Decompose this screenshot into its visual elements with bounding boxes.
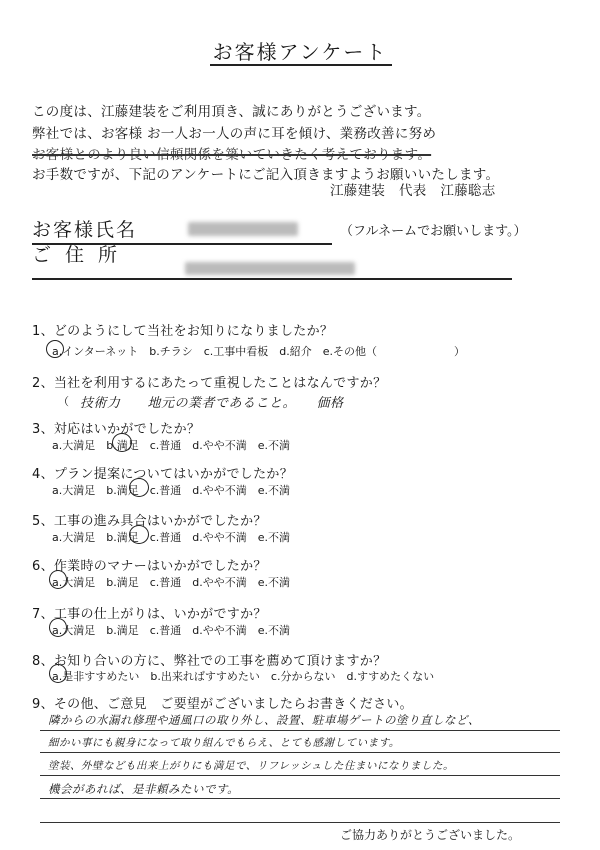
comment-line-1 xyxy=(40,730,560,731)
comment-text-4: 機会があれば、是非頼みたいです。 xyxy=(48,782,240,796)
address-underline xyxy=(32,278,512,280)
comment-line-3 xyxy=(40,775,560,776)
question-6: 6、作業時のマナーはいかがでしたか？ xyxy=(32,559,267,574)
answer-circle-q8 xyxy=(49,664,67,683)
comment-line-4 xyxy=(40,798,560,799)
redacted-address xyxy=(185,262,355,275)
answer-circle-q1 xyxy=(46,340,64,358)
intro-line-3: お客様とのより良い信頼関係を築いていきたく考えております。 xyxy=(32,147,432,163)
comment-line-2 xyxy=(40,752,560,753)
redacted-name xyxy=(188,222,298,236)
intro-line-1: この度は、江藤建装をご利用頂き、誠にありがとうございます。 xyxy=(32,104,431,120)
question-4-options: a.大満足 b.満足 c.普通 d.やや不満 e.不満 xyxy=(52,484,291,497)
answer-circle-q7 xyxy=(49,618,67,637)
comment-text-2: 細かい事にも親身になって取り組んでもらえ、とても感謝しています。 xyxy=(48,737,400,749)
question-7-options: a.大満足 b.満足 c.普通 d.やや不満 e.不満 xyxy=(52,624,291,637)
comment-text-3: 塗装、外壁なども出来上がりにも満足で、リフレッシュした住まいになりました。 xyxy=(48,760,455,772)
question-3: 3、対応はいかがでしたか？ xyxy=(32,422,201,437)
page-title: お客様アンケート xyxy=(212,40,388,64)
title-underline xyxy=(210,64,392,66)
question-3-options: a.大満足 b.満足 c.普通 d.やや不満 e.不満 xyxy=(52,439,291,452)
comment-text-1: 隣からの水漏れ修理や通風口の取り外し、設置、駐車場ゲートの塗り直しなど、 xyxy=(48,713,480,727)
comment-line-5 xyxy=(40,822,560,823)
customer-address-label: ご住所 xyxy=(32,244,132,266)
customer-name-label: お客様氏名 xyxy=(32,219,138,241)
question-1: 1、どのようにして当社をお知りになりましたか？ xyxy=(32,324,334,339)
closing-text: ご協力ありがとうございました。 xyxy=(340,828,521,842)
intro-line-2: 弊社では、お客様 お一人お一人の声に耳を傾け、業務改善に努め xyxy=(32,126,437,142)
answer-circle-q4 xyxy=(129,478,149,497)
question-9: 9、その他、ご意見 ご要望がございましたらお書きください。 xyxy=(32,697,413,712)
question-4: 4、プラン提案についてはいかがでしたか？ xyxy=(32,467,294,482)
question-7: 7、工事の仕上がりは、いかがですか？ xyxy=(32,607,267,622)
question-5: 5、工事の進み具合はいかがでしたか？ xyxy=(32,514,267,529)
answer-circle-q6 xyxy=(49,570,67,589)
question-5-options: a.大満足 b.満足 c.普通 d.やや不満 e.不満 xyxy=(52,531,291,544)
q2-handwritten-answer: 技術力 地元の業者であること。 価格 xyxy=(80,396,344,411)
question-6-options: a.大満足 b.満足 c.普通 d.やや不満 e.不満 xyxy=(52,576,291,589)
intro-signature: 江藤建装 代表 江藤聡志 xyxy=(330,183,496,199)
customer-name-note: （フルネームでお願いします。） xyxy=(340,224,527,239)
answer-circle-q3 xyxy=(112,433,132,452)
question-2: 2、当社を利用するにあたって重視したことはなんですか？ xyxy=(32,376,387,391)
intro-line-4: お手数ですが、下記のアンケートにご記入頂きますようお願いいたします。 xyxy=(32,167,500,183)
question-8-options: a.是非すすめたい b.出来ればすすめたい c.分からない d.すすめたくない xyxy=(52,670,435,683)
question-8: 8、お知り合いの方に、弊社での工事を薦めて頂けますか？ xyxy=(32,654,387,669)
question-1-options: a.インターネット b.チラシ c.工事中看板 d.紹介 e.その他（ ） xyxy=(52,345,466,358)
question-2-options: （ xyxy=(58,395,69,408)
answer-circle-q5 xyxy=(129,525,149,544)
